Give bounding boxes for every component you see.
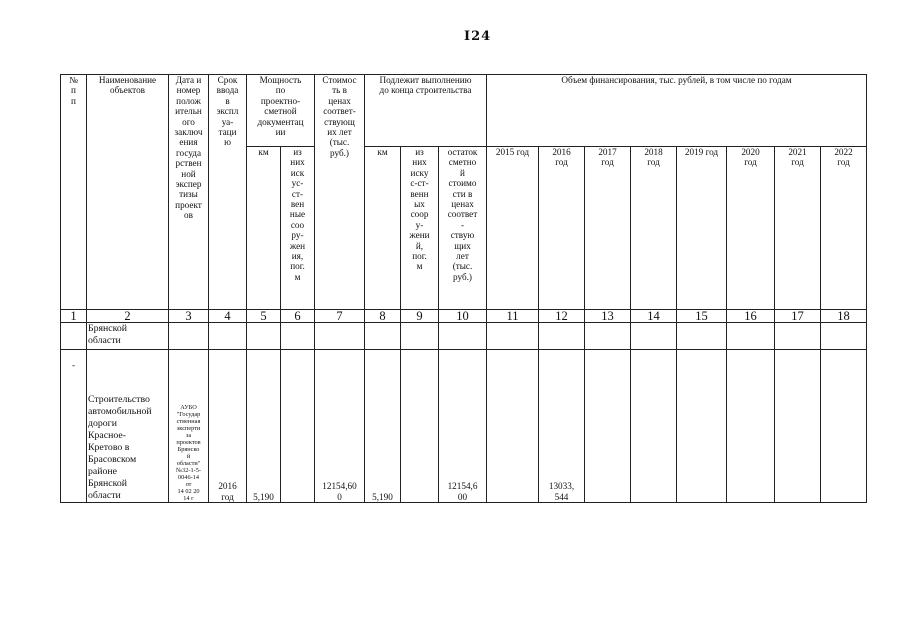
column-number: 13	[585, 310, 631, 323]
empty-cell	[821, 350, 867, 503]
empty-cell	[281, 323, 315, 350]
object-remaining-cost: 12154,6 00	[439, 350, 487, 503]
object-capacity-km: 5,190	[247, 350, 281, 503]
object-cost: 12154,60 0	[315, 350, 365, 503]
empty-cell	[631, 323, 677, 350]
empty-cell	[61, 323, 87, 350]
column-number: 10	[439, 310, 487, 323]
empty-cell	[539, 323, 585, 350]
header-complete-km: км	[365, 147, 401, 310]
header-year-2016: 2016 год	[539, 147, 585, 310]
column-number: 17	[775, 310, 821, 323]
header-year-2015: 2015 год	[487, 147, 539, 310]
column-number: 15	[677, 310, 727, 323]
construction-objects-table	[60, 74, 867, 503]
header-capacity-structures: из них иск ус- ст- вен ные соо ру- жен ия, пог. м	[281, 147, 315, 310]
header-year-2022: 2022 год	[821, 147, 867, 310]
header-year-2017: 2017 год	[585, 147, 631, 310]
object-funding-2016: 13033, 544	[539, 350, 585, 503]
empty-cell	[209, 323, 247, 350]
header-year-2019: 2019 год	[677, 147, 727, 310]
column-number-row	[61, 310, 867, 323]
column-number: 7	[315, 310, 365, 323]
object-name: Строительство автомобильной дороги Красное- Кретово в Брасовском районе Брянской области	[87, 350, 169, 503]
header-funding: Объем финансирования, тыс. рублей, в том числе по годам	[487, 75, 867, 147]
page-number: I24	[464, 29, 492, 44]
object-row	[61, 350, 867, 503]
empty-cell	[401, 350, 439, 503]
column-number: 18	[821, 310, 867, 323]
header-to-complete: Подлежит выполнению до конца строительства	[365, 75, 487, 147]
column-number: 9	[401, 310, 439, 323]
column-number: 14	[631, 310, 677, 323]
region-row	[61, 323, 867, 350]
object-term: 2016 год	[209, 350, 247, 503]
object-expertise: АУБО "Государ ственная эксперти за проектов Брянско й области" №32-1-5- 0046-14 от 14 02 20 14 г	[169, 350, 209, 503]
column-number: 12	[539, 310, 585, 323]
header-year-2020: 2020 год	[727, 147, 775, 310]
empty-cell	[487, 323, 539, 350]
column-number: 1	[61, 310, 87, 323]
empty-cell	[775, 323, 821, 350]
empty-cell	[247, 323, 281, 350]
object-complete-km: 5,190	[365, 350, 401, 503]
header-name: Наименование объектов	[87, 75, 169, 310]
column-number: 4	[209, 310, 247, 323]
empty-cell	[487, 350, 539, 503]
column-number: 3	[169, 310, 209, 323]
empty-cell	[315, 323, 365, 350]
column-number: 11	[487, 310, 539, 323]
empty-cell	[821, 323, 867, 350]
empty-cell	[585, 350, 631, 503]
header-remaining-cost: остаток сметно й стоимо сти в ценах соответ - ствую щих лет (тыс. руб.)	[439, 147, 487, 310]
empty-cell	[727, 323, 775, 350]
column-number: 8	[365, 310, 401, 323]
empty-cell	[585, 323, 631, 350]
empty-cell	[677, 323, 727, 350]
empty-cell	[281, 350, 315, 503]
empty-cell	[677, 350, 727, 503]
header-year-2018: 2018 год	[631, 147, 677, 310]
column-number: 6	[281, 310, 315, 323]
column-number: 16	[727, 310, 775, 323]
header-capacity: Мощность по проектно- сметной документац ии	[247, 75, 315, 147]
empty-cell	[169, 323, 209, 350]
header-cost: Стоимос ть в ценах соответ- ствующ их лет (тыс. руб.)	[315, 75, 365, 310]
header-year-2021: 2021 год	[775, 147, 821, 310]
header-expertise: Дата и номер полож ительн ого заключ ения госуда рствен ной экспер тизы проект ов	[169, 75, 209, 310]
empty-cell	[727, 350, 775, 503]
header-complete-structures: из них иску с-ст- венн ых соор у- жени й, пог. м	[401, 147, 439, 310]
header-capacity-km: км	[247, 147, 281, 310]
column-number: 5	[247, 310, 281, 323]
header-num: № п п	[61, 75, 87, 310]
empty-cell	[631, 350, 677, 503]
empty-cell	[365, 323, 401, 350]
region-name: Брянской области	[87, 323, 169, 350]
empty-cell	[775, 350, 821, 503]
empty-cell	[401, 323, 439, 350]
object-number: -	[61, 350, 87, 503]
column-number: 2	[87, 310, 169, 323]
header-term: Срок ввода в экспл уа- таци ю	[209, 75, 247, 310]
empty-cell	[439, 323, 487, 350]
